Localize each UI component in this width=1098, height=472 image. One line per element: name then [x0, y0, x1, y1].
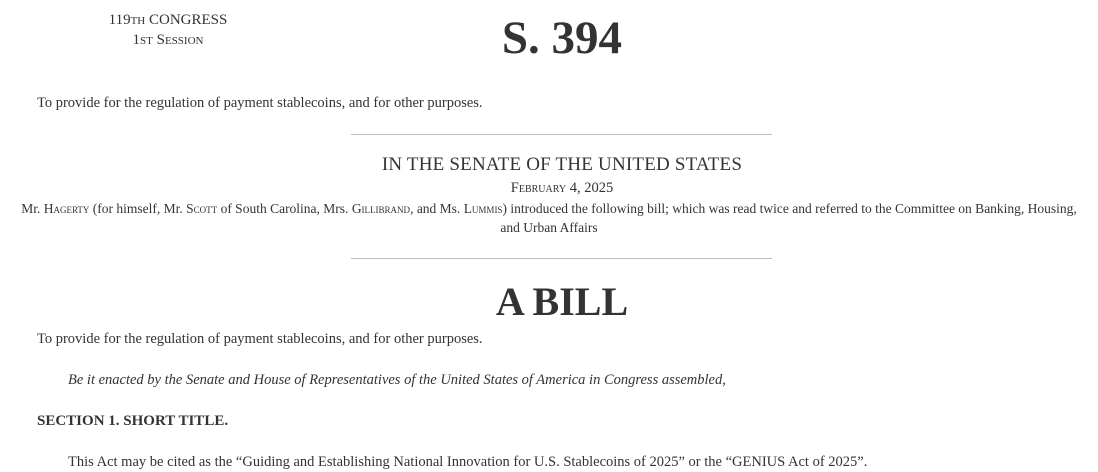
congress-session-block [104, 10, 232, 50]
introduction-statement: Mr. Hagerty (for himself, Mr. Scott of South Carolina, Mrs. Gillibrand, and Ms. Lummis) introduced the following bill; which was read twice and referred to the Committee on Banking, Housing, and Urban Affairs [21, 201, 1077, 235]
session-line: 1st Session [132, 32, 204, 48]
congress-line: 119th CONGRESS [108, 12, 228, 28]
purpose-long-title: To provide for the regulation of payment stablecoins, and for other purposes. [37, 331, 483, 347]
senate-heading: IN THE SENATE OF THE UNITED STATES [381, 154, 743, 175]
cosponsor-name: Gillibrand [351, 201, 411, 216]
cosponsor-name: Scott [186, 201, 218, 216]
purpose-summary: To provide for the regulation of payment stablecoins, and for other purposes. [37, 95, 483, 111]
section-heading: SECTION 1. SHORT TITLE. [37, 413, 229, 429]
bill-number: S. 394 [501, 12, 623, 64]
cosponsor-name: Lummis [463, 201, 503, 216]
bill-title: A BILL [495, 279, 629, 324]
introduction-date: February 4, 2025 [510, 180, 614, 196]
enacting-clause: Be it enacted by the Senate and House of Representatives of the United States of America in Congress assembled, [68, 372, 726, 388]
section-text: This Act may be cited as the “Guiding and Establishing National Innovation for U.S. Stablecoins of 2025” or the “GENIUS Act of 2025”. [68, 454, 868, 470]
divider-bottom [351, 258, 772, 259]
divider-top [351, 134, 772, 135]
sponsor-name: Hagerty [43, 201, 90, 216]
